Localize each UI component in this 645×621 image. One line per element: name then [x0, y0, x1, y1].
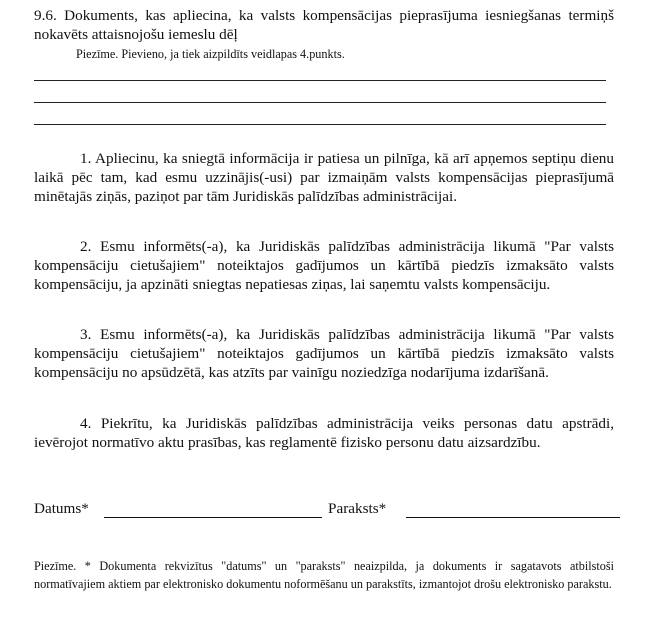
signature-field[interactable] — [406, 517, 620, 518]
declaration-1: 1. Apliecinu, ka sniegtā informācija ir patiesa un pilnīga, kā arī apņemos septiņu dienu laikā pēc tam, kad esmu uzzinājis(-usi) par izmaiņām valsts kompensācijas pieprasījumā minētajās ziņās, paziņot par tām Juridiskās palīdzības administrācijai. — [34, 150, 614, 205]
signature-row — [34, 500, 624, 522]
blank-line-2 — [34, 102, 606, 103]
section-note: Piezīme. Pievieno, ja tiek aizpildīts veidlapas 4.punkts. — [76, 47, 345, 61]
declaration-2: 2. Esmu informēts(-a), ka Juridiskās palīdzības administrācija likumā "Par valsts kompensāciju cietušajiem" noteiktajos gadījumos un kārtībā piedzīs izmaksāto valsts kompensāciju, ja apzināti sniegtas nepatiesas ziņas, lai saņemtu valsts kompensāciju. — [34, 238, 614, 293]
signature-label: Paraksts* — [328, 500, 387, 517]
section-heading: 9.6. Dokuments, kas apliecina, ka valsts kompensācijas pieprasījuma iesniegšanas termiņš nokavēts attaisnojošu iemeslu dēļ — [34, 7, 614, 43]
date-field[interactable] — [104, 517, 322, 518]
declaration-3: 3. Esmu informēts(-a), ka Juridiskās palīdzības administrācija likumā "Par valsts kompensāciju cietušajiem" noteiktajos gadījumos un kārtībā piedzīs izmaksāto valsts kompensāciju no apsūdzētā, kas atzīts par vainīgu noziedzīga nodarījuma izdarīšanā. — [34, 326, 614, 381]
date-label: Datums* — [34, 500, 89, 517]
blank-line-3 — [34, 124, 606, 125]
footnote: Piezīme. * Dokumenta rekvizītus "datums" un "paraksts" neaizpilda, ja dokuments ir sagatavots atbilstoši normatīvajiem aktiem par elektronisko dokumentu noformēšanu un parakstīts, izmantojot drošu elektronisko parakstu. — [34, 559, 614, 591]
blank-line-1 — [34, 80, 606, 81]
declaration-4: 4. Piekrītu, ka Juridiskās palīdzības administrācija veiks personas datu apstrādi, ievērojot normatīvo aktu prasības, kas reglamentē fizisko personu datu aizsardzību. — [34, 415, 614, 451]
